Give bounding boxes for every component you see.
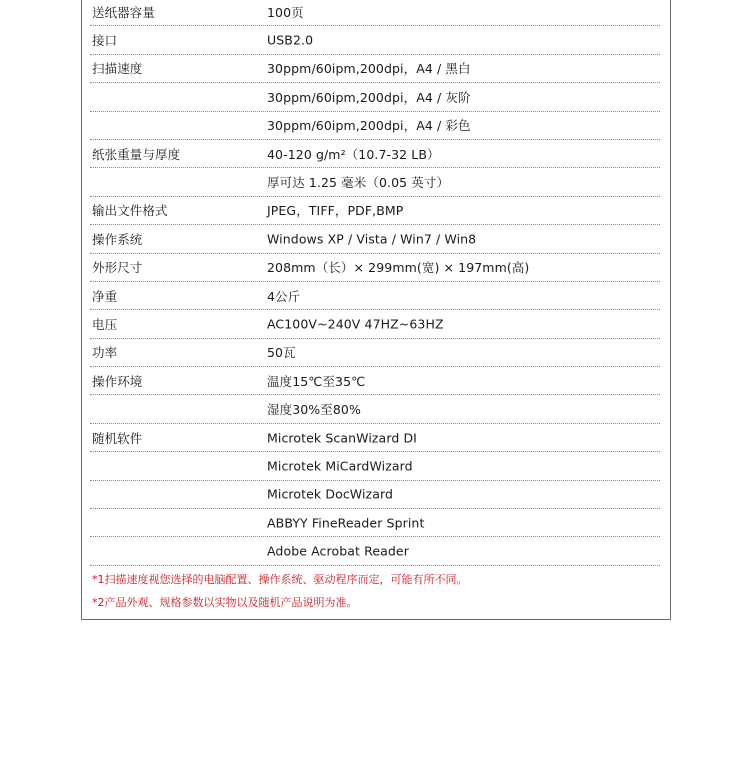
spec-row <box>90 339 660 367</box>
spec-key: 随机软件 <box>92 430 143 446</box>
spec-value: 30ppm/60ipm,200dpi，A4 / 黑白 <box>267 61 471 77</box>
spec-row <box>90 282 660 310</box>
spec-row <box>90 197 660 225</box>
spec-value: ABBYY FineReader Sprint <box>267 515 425 531</box>
spec-value: AC100V~240V 47HZ~63HZ <box>267 316 444 332</box>
spec-row <box>90 83 660 111</box>
spec-value: 30ppm/60ipm,200dpi，A4 / 彩色 <box>267 118 471 134</box>
spec-value: Adobe Acrobat Reader <box>267 543 409 559</box>
spec-row <box>90 225 660 253</box>
spec-row <box>90 140 660 168</box>
spec-value: 100页 <box>267 4 304 20</box>
spec-row <box>90 112 660 140</box>
spec-value: 温度15℃至35℃ <box>267 373 366 389</box>
spec-row <box>90 481 660 509</box>
spec-row <box>90 26 660 54</box>
spec-row <box>90 452 660 480</box>
footnotes <box>92 568 468 614</box>
footnote: *1扫描速度视您选择的电脑配置、操作系统、驱动程序而定，可能有所不同。 <box>92 573 468 586</box>
spec-row <box>90 0 660 26</box>
spec-value: 湿度30%至80% <box>267 402 361 418</box>
spec-row <box>90 537 660 565</box>
spec-key: 纸张重量与厚度 <box>92 146 181 162</box>
spec-row <box>90 310 660 338</box>
spec-key: 输出文件格式 <box>92 203 168 219</box>
spec-row <box>90 367 660 395</box>
spec-value: 208mm（长）× 299mm(宽) × 197mm(高) <box>267 260 530 276</box>
spec-row <box>90 55 660 83</box>
spec-value: Windows XP / Vista / Win7 / Win8 <box>267 231 477 247</box>
spec-key: 外形尺寸 <box>92 260 143 276</box>
spec-key: 扫描速度 <box>92 61 143 77</box>
spec-key: 送纸器容量 <box>92 4 156 20</box>
spec-value: Microtek MiCardWizard <box>267 458 413 474</box>
spec-table <box>90 0 660 566</box>
spec-panel <box>81 0 671 620</box>
spec-key: 操作系统 <box>92 231 143 247</box>
spec-key: 净重 <box>92 288 118 304</box>
spec-row <box>90 168 660 196</box>
spec-key: 操作环境 <box>92 373 143 389</box>
spec-value: JPEG，TIFF，PDF,BMP <box>267 203 404 219</box>
spec-row <box>90 254 660 282</box>
spec-value: USB2.0 <box>267 32 314 48</box>
spec-row <box>90 395 660 423</box>
spec-key: 功率 <box>92 345 118 361</box>
spec-value: 厚可达 1.25 毫米（0.05 英寸） <box>267 175 450 191</box>
spec-value: 50瓦 <box>267 345 296 361</box>
spec-value: 4公斤 <box>267 288 301 304</box>
spec-value: 30ppm/60ipm,200dpi，A4 / 灰阶 <box>267 89 471 105</box>
spec-value: Microtek DocWizard <box>267 486 394 502</box>
spec-key: 电压 <box>92 316 118 332</box>
spec-value: Microtek ScanWizard DI <box>267 430 417 446</box>
spec-key: 接口 <box>92 33 118 49</box>
spec-value: 40-120 g/m²（10.7-32 LB） <box>267 146 440 162</box>
spec-row <box>90 509 660 537</box>
spec-row <box>90 424 660 452</box>
footnote: *2产品外观、规格参数以实物以及随机产品说明为准。 <box>92 596 358 609</box>
